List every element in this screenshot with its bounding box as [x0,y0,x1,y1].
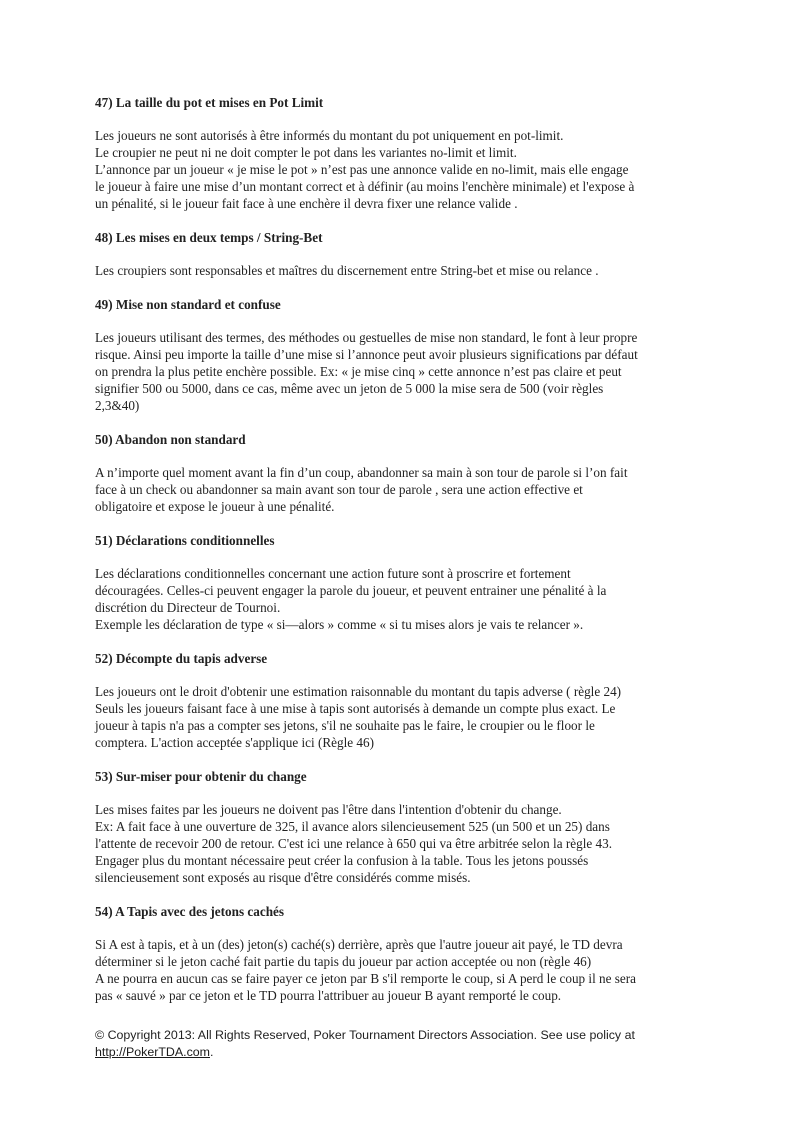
section-52 [95,650,705,768]
text-line: un pénalité, si le joueur fait face à une enchère il devra fixer une relance valide . [95,196,518,211]
text-line: A n’importe quel moment avant la fin d’un coup, abandonner sa main à son tour de parole si l’on fait [95,465,628,480]
text-line: l'attente de recevoir 200 de retour. C'est ici une relance à 650 qui va être arbitrée selon la règle 43. [95,836,613,851]
text-line: Les joueurs ne sont autorisés à être informés du montant du pot uniquement en pot-limit. [95,128,564,143]
section-51 [95,532,705,650]
section-text [95,936,705,1004]
text-line: Si A est à tapis, et à un (des) jeton(s) caché(s) derrière, après que l'autre joueur ait payé, le TD devra [95,937,623,952]
text-line: découragées. Celles-ci peuvent engager la parole du joueur, et peuvent entrainer une pénalité à la [95,583,607,598]
text-line: obligatoire et expose le joueur à une pénalité. [95,499,335,514]
text-line: Engager plus du montant nécessaire peut créer la confusion à la table. Tous les jetons poussés [95,853,589,868]
footer-period: . [210,1045,214,1059]
text-line: Ex: A fait face à une ouverture de 325, il avance alors silencieusement 525 (un 500 et un 25) dans [95,819,610,834]
text-line: joueur à tapis n'a pas a compter ses jetons, s'il ne souhaite pas le faire, le croupier ou le floor le [95,718,595,733]
document-body [95,94,705,1004]
section-text [95,127,705,212]
text-line: Exemple les déclaration de type « si—alors » comme « si tu mises alors je vais te relancer ». [95,617,584,632]
section-50 [95,431,705,532]
section-text [95,801,705,886]
text-line: silencieusement sont exposés au risque d'être considérés comme misés. [95,870,471,885]
section-47 [95,94,705,229]
text-line: Les joueurs ont le droit d'obtenir une estimation raisonnable du montant du tapis adverse ( règle 24) [95,684,622,699]
section-title: 51) Déclarations conditionnelles [95,533,275,548]
text-line: risque. Ainsi peu importe la taille d’une mise si l’annonce peut avoir plusieurs significations par défaut [95,347,638,362]
section-text [95,565,705,633]
text-line: Les mises faites par les joueurs ne doivent pas l'être dans l'intention d'obtenir du change. [95,802,562,817]
text-line: Les croupiers sont responsables et maîtres du discernement entre String-bet et mise ou relance . [95,263,599,278]
section-48 [95,229,705,296]
copyright-footer [95,1027,715,1061]
section-title: 53) Sur-miser pour obtenir du change [95,769,307,784]
text-line: L’annonce par un joueur « je mise le pot » n’est pas une annonce valide en no-limit, mais elle engage [95,162,629,177]
text-line: Seuls les joueurs faisant face à une mise à tapis sont autorisés à demande un compte plus exact. Le [95,701,616,716]
section-title: 47) La taille du pot et mises en Pot Limit [95,95,324,110]
section-title: 50) Abandon non standard [95,432,246,447]
section-53 [95,768,705,903]
section-title: 52) Décompte du tapis adverse [95,651,268,666]
section-text [95,683,705,751]
text-line: discrétion du Directeur de Tournoi. [95,600,281,615]
section-title: 54) A Tapis avec des jetons cachés [95,904,285,919]
text-line: A ne pourra en aucun cas se faire payer ce jeton par B s'il remporte le coup, si A perd le coup il ne sera [95,971,637,986]
section-text [95,262,705,279]
text-line: 2,3&40) [95,398,140,413]
section-title: 49) Mise non standard et confuse [95,297,281,312]
text-line: pas « sauvé » par ce jeton et le TD pourra l'attribuer au joueur B ayant remporté le coup. [95,988,562,1003]
pokertda-link[interactable]: http://PokerTDA.com [95,1045,210,1059]
text-line: Les joueurs utilisant des termes, des méthodes ou gestuelles de mise non standard, le font à leur propre [95,330,638,345]
section-54 [95,903,705,1004]
text-line: le joueur à faire une mise d’un montant correct et à définir (au moins l'enchère minimale) et l'expose à [95,179,635,194]
section-text [95,329,705,414]
text-line: Le croupier ne peut ni ne doit compter le pot dans les variantes no-limit et limit. [95,145,517,160]
section-title: 48) Les mises en deux temps / String-Bet [95,230,323,245]
text-line: Les déclarations conditionnelles concernant une action future sont à proscrire et fortement [95,566,571,581]
section-text [95,464,705,515]
text-line: déterminer si le jeton caché fait partie du tapis du joueur par action acceptée ou non (règle 46) [95,954,592,969]
copyright-text: © Copyright 2013: All Rights Reserved, Poker Tournament Directors Association. See use policy at [95,1028,635,1042]
text-line: comptera. L'action acceptée s'applique ici (Règle 46) [95,735,374,750]
text-line: face à un check ou abandonner sa main avant son tour de parole , sera une action effective et [95,482,583,497]
section-49 [95,296,705,431]
text-line: on prendra la plus petite enchère possible. Ex: « je mise cinq » cette annonce n’est pas claire et peut [95,364,622,379]
text-line: signifier 500 ou 5000, dans ce cas, même avec un jeton de 5 000 la mise sera de 500 (voir règles [95,381,604,396]
